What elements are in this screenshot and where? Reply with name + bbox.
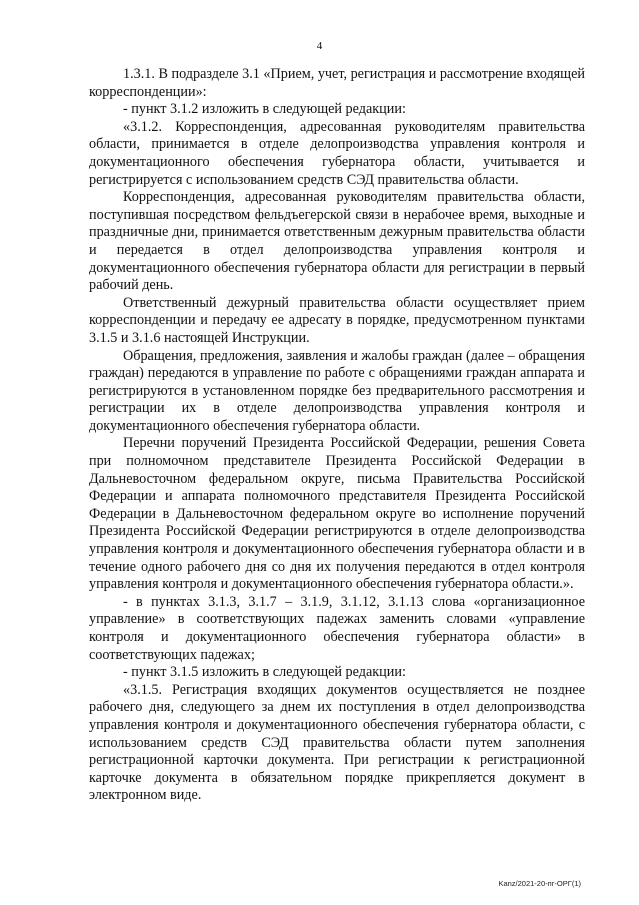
page-number: 4 bbox=[316, 40, 323, 52]
paragraph-word-replacement: - в пунктах 3.1.3, 3.1.7 – 3.1.9, 3.1.12, 3.1.13 слова «организационное управление» в соответствующих падежах заменить словами «управление контроля и документационного обеспечения губернатора области» в соответствующих падежах; bbox=[89, 593, 585, 663]
paragraph-citizen-appeals: Обращения, предложения, заявления и жалобы граждан (далее – обращения граждан) передаются в управление по работе с обращениями граждан аппарата и регистрируются в установленном порядке без предварительного рассмотрения и регистрации их в отделе делопроизводства управления контроля и документационного обеспечения губернатора области. bbox=[89, 347, 585, 434]
document-body bbox=[89, 66, 585, 805]
paragraph-3-1-2: «3.1.2. Корреспонденция, адресованная руководителям правительства области, принимается в отделе делопроизводства управления контроля и документационного обеспечения губернатора области, учитывается и регистрируется с использованием средств СЭД правительства области. bbox=[89, 118, 585, 188]
paragraph-item-3-1-2-intro: - пункт 3.1.2 изложить в следующей редакции: bbox=[123, 101, 406, 118]
paragraph-item-3-1-5-intro: - пункт 3.1.5 изложить в следующей редакции: bbox=[123, 664, 406, 681]
paragraph-president-instructions: Перечни поручений Президента Российской Федерации, решения Совета при полномочном представителе Президента Российской Федерации в Дальневосточном федеральном округе, письма Правительства Российской Федерации и аппарата полномочного представителя Президента Российской Федерации в Дальневосточном федеральном округе во исполнение поручений Президента Российской Федерации регистрируются в отделе делопроизводства управления контроля и документационного обеспечения губернатора области и в течение одного рабочего дня со дня их получения передаются в отдел контроля управления контроля и документационного обеспечения губернатора области.». bbox=[89, 435, 585, 593]
paragraph-1-3-1: 1.3.1. В подразделе 3.1 «Прием, учет, регистрация и рассмотрение входящей корреспонденции»: bbox=[89, 66, 585, 100]
paragraph-duty-officer: Ответственный дежурный правительства области осуществляет прием корреспонденции и передачу ее адресату в порядке, предусмотренном пунктами 3.1.5 и 3.1.6 настоящей Инструкции. bbox=[89, 294, 585, 346]
document-code: Kanz/2021-20-пг-ОРГ(1) bbox=[498, 879, 581, 888]
paragraph-3-1-5: «3.1.5. Регистрация входящих документов осуществляется не позднее рабочего дня, следующего за днем их поступления в отдел делопроизводства управления контроля и документационного обеспечения губернатора области, с использованием средств СЭД правительства области путем заполнения регистрационной карточки документа. При регистрации к регистрационной карточке документа в обязательном порядке прикрепляется документ в электронном виде. bbox=[89, 681, 585, 804]
paragraph-courier-correspondence: Корреспонденция, адресованная руководителям правительства области, поступившая посредством фельдъегерской связи в нерабочее время, выходные и праздничные дни, принимается ответственным дежурным правительства области и передается в отдел делопроизводства управления контроля и документационного обеспечения губернатора области для регистрации в первый рабочий день. bbox=[89, 189, 585, 294]
